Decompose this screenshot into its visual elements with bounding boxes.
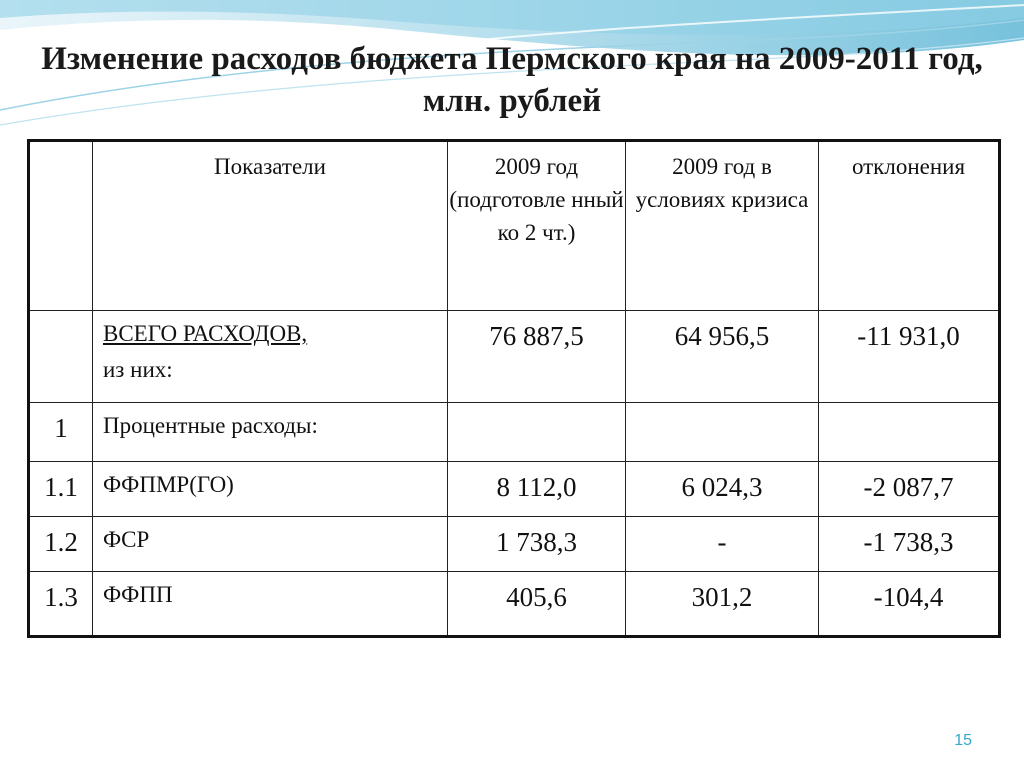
value-2009-prepared: 76 887,5 bbox=[448, 311, 626, 403]
value-deviation: -1 738,3 bbox=[819, 517, 1000, 572]
value-deviation: -2 087,7 bbox=[819, 462, 1000, 517]
row-index: 1 bbox=[29, 403, 93, 462]
header-cell-2009-crisis: 2009 год в условиях кризиса bbox=[626, 141, 819, 311]
value-2009-prepared: 1 738,3 bbox=[448, 517, 626, 572]
table-row bbox=[29, 517, 1000, 572]
header-cell-index bbox=[29, 141, 93, 311]
header-cell-indicators: Показатели bbox=[93, 141, 448, 311]
row-index: 1.2 bbox=[29, 517, 93, 572]
table-row bbox=[29, 462, 1000, 517]
value-deviation bbox=[819, 403, 1000, 462]
row-label: ФСР bbox=[93, 517, 448, 572]
total-label: ВСЕГО РАСХОДОВ, bbox=[103, 321, 308, 346]
row-index: 1.1 bbox=[29, 462, 93, 517]
header-cell-deviations: отклонения bbox=[819, 141, 1000, 311]
value-2009-crisis: 301,2 bbox=[626, 572, 819, 637]
row-label: ФФПП bbox=[93, 572, 448, 637]
value-deviation: -11 931,0 bbox=[819, 311, 1000, 403]
slide-title: Изменение расходов бюджета Пермского края на 2009-2011 год, млн. рублей bbox=[41, 41, 983, 119]
row-label: Процентные расходы: bbox=[93, 403, 448, 462]
page-number: 15 bbox=[954, 732, 972, 749]
table-header-row bbox=[29, 141, 1000, 311]
value-deviation: -104,4 bbox=[819, 572, 1000, 637]
value-2009-prepared: 405,6 bbox=[448, 572, 626, 637]
table-row-total bbox=[29, 311, 1000, 403]
row-label: ФФПМР(ГО) bbox=[93, 462, 448, 517]
budget-table bbox=[27, 139, 1001, 638]
value-2009-crisis bbox=[626, 403, 819, 462]
table-row bbox=[29, 403, 1000, 462]
row-index bbox=[29, 311, 93, 403]
total-sublabel: из них: bbox=[103, 357, 173, 382]
value-2009-crisis: 64 956,5 bbox=[626, 311, 819, 403]
value-2009-crisis: - bbox=[626, 517, 819, 572]
row-label bbox=[93, 311, 448, 403]
value-2009-prepared: 8 112,0 bbox=[448, 462, 626, 517]
header-cell-2009-prepared: 2009 год (подготовле нный ко 2 чт.) bbox=[448, 141, 626, 311]
table-row bbox=[29, 572, 1000, 637]
value-2009-prepared bbox=[448, 403, 626, 462]
row-index: 1.3 bbox=[29, 572, 93, 637]
value-2009-crisis: 6 024,3 bbox=[626, 462, 819, 517]
